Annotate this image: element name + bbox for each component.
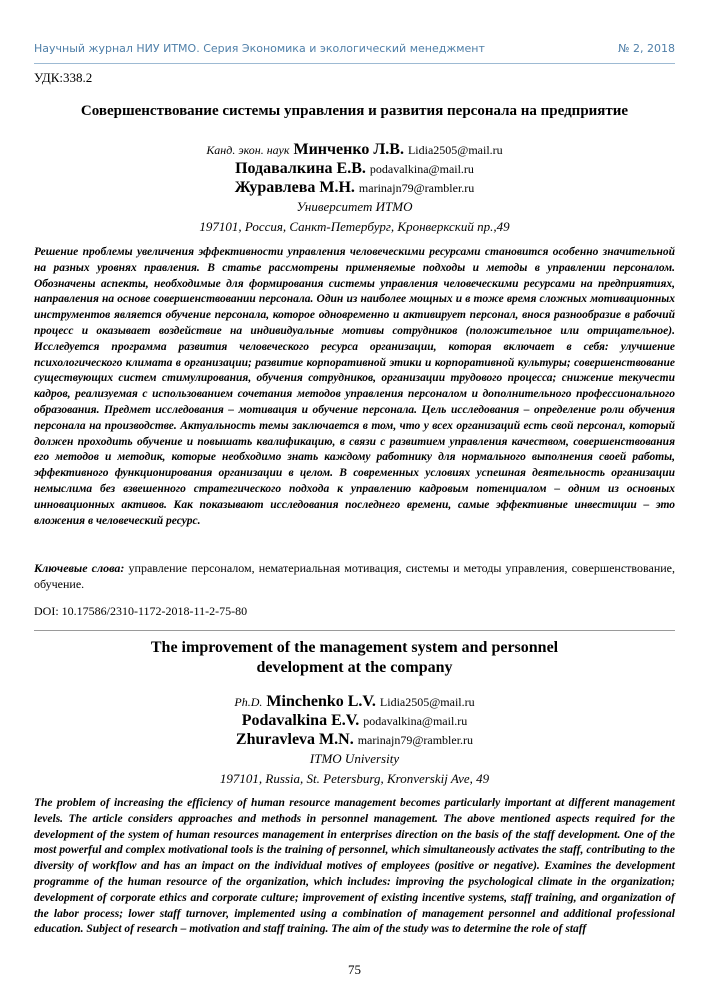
title-en-line: The improvement of the management system and personnel <box>150 639 559 656</box>
keywords-label: Ключевые слова: <box>34 561 125 575</box>
university-address: 197101, Россия, Санкт-Петербург, Кронверкский пр.,49 <box>199 219 510 234</box>
udk-code: УДК:338.2 <box>34 70 93 85</box>
page-number: 75 <box>348 962 361 977</box>
author-line <box>34 178 675 197</box>
header-divider <box>34 63 675 64</box>
abstract-ru: Решение проблемы увеличения эффективности управления человеческими ресурсами становится особенно значительной на разных уровнях правления. В статье рассмотрены применяемые подходы и методы в управлении персоналом. Обозначены аспекты, необходимые для формирования системы управления человеческими ресурсами на предприятиях, направления на основе совершенствовании персонала. Один из наиболее мощных и в тоже время сложных мотивационных инструментов является обучение персонала, которое одновременно и активирует персонал, внося разнообразие в рабочий процесс и оказывает воздействие на индивидуальные мотивы сотрудников (положительное или отрицательное). Исследуется программа развития человеческого ресурса организации, которая включает в себя: улучшение психологического климата в организации; развитие корпоративной этики и корпоративной культуры; совершенствование существующих систем стимулирования, обучения сотрудников, организации трудового процесса; снижение текучести кадров, реализуемая с использованием сочетания методов управления персоналом и дополнительного профессионального образования. Предмет исследования – мотивация и обучение персонала. Цель исследования – определение роли обучения персонала на производстве. Актуальность темы заключается в том, что у всех организаций есть свой персонал, который должен проходить обучение и повышать квалификацию, в связи с развитием управления качеством, совершенствования его методов и методик, которые необходимо знать каждому работнику для нормального выполнения своей работы, эффективного функционирования организации в целом. В современных условиях успешная деятельность организации немыслима без взвешенного стратегического подхода к управлению кадровым потенциалом – одним из основных инновационных активов. Как показывают исследования последнего времени, самые эффективные инвестиции – это вложения в человеческий ресурс. <box>34 246 675 527</box>
authors-block-ru <box>34 140 675 237</box>
author-name: Zhuravleva M.N. <box>235 731 354 748</box>
author-line <box>34 159 675 178</box>
university-address: 197101, Russia, St. Petersburg, Kronverskij Ave, 49 <box>219 771 490 786</box>
author-email: marinajn79@rambler.ru <box>358 181 475 195</box>
author-name: Minchenko L.V. <box>266 693 376 710</box>
title-en-line: development at the company <box>256 659 453 676</box>
author-email: podavalkina@mail.ru <box>363 714 468 728</box>
article-title-en <box>80 638 629 678</box>
abstract-en: The problem of increasing the efficiency of human resource management becomes particularly important at different management levels. The article considers approaches and methods in personnel management. The above mentioned aspects required for the development of the system of human resources management in enterprises direction on the basis of the staff development. One of the most powerful and complex motivational tools is the training of personnel, which simultaneously activates the staff, contributing to the diversity of workflow and has an impact on the individual motives of employees (positive or negative). Examines the development programme of the human resource of the organization, which includes: improving the psychological climate in the organization; development of corporate ethics and corporate culture; improvement of existing incentive systems, staff training, and organization of the labor process; lower staff turnover, implemented using a combination of management personnel and additional professional education. Subject of research – motivation and staff training. The aim of the study was to determine the role of staff <box>34 797 675 936</box>
author-line <box>34 140 675 159</box>
author-email: podavalkina@mail.ru <box>369 162 474 176</box>
running-header <box>34 42 675 62</box>
issue-number: № 2, 2018 <box>618 42 675 55</box>
section-divider <box>34 630 675 631</box>
author-line <box>34 711 675 730</box>
author-line <box>34 692 675 711</box>
keywords-text: управление персоналом, нематериальная мотивация, системы и методы управления, совершенствование, обучение. <box>34 561 675 591</box>
university-name: ITMO University <box>309 751 400 766</box>
authors-block-en <box>34 692 675 789</box>
doi: DOI: 10.17586/2310-1172-2018-11-2-75-80 <box>34 604 248 618</box>
article-title-ru: Совершенствование системы управления и развития персонала на предприятие <box>80 103 629 119</box>
journal-title: Научный журнал НИУ ИТМО. Серия Экономика и экологический менеджмент <box>34 42 485 55</box>
author-degree: Ph.D. <box>234 695 263 709</box>
author-name: Podavalkina E.V. <box>241 712 360 729</box>
author-name: Журавлева М.Н. <box>234 179 355 196</box>
keywords-ru <box>34 561 675 592</box>
author-line <box>34 730 675 749</box>
author-email: Lidia2505@mail.ru <box>407 143 503 157</box>
author-name: Подавалкина Е.В. <box>235 160 366 177</box>
author-email: Lidia2505@mail.ru <box>379 695 475 709</box>
author-email: marinajn79@rambler.ru <box>357 733 474 747</box>
university-name: Университет ИТМО <box>296 199 413 214</box>
author-degree: Канд. экон. наук <box>206 143 290 157</box>
author-name: Минченко Л.В. <box>293 141 404 158</box>
